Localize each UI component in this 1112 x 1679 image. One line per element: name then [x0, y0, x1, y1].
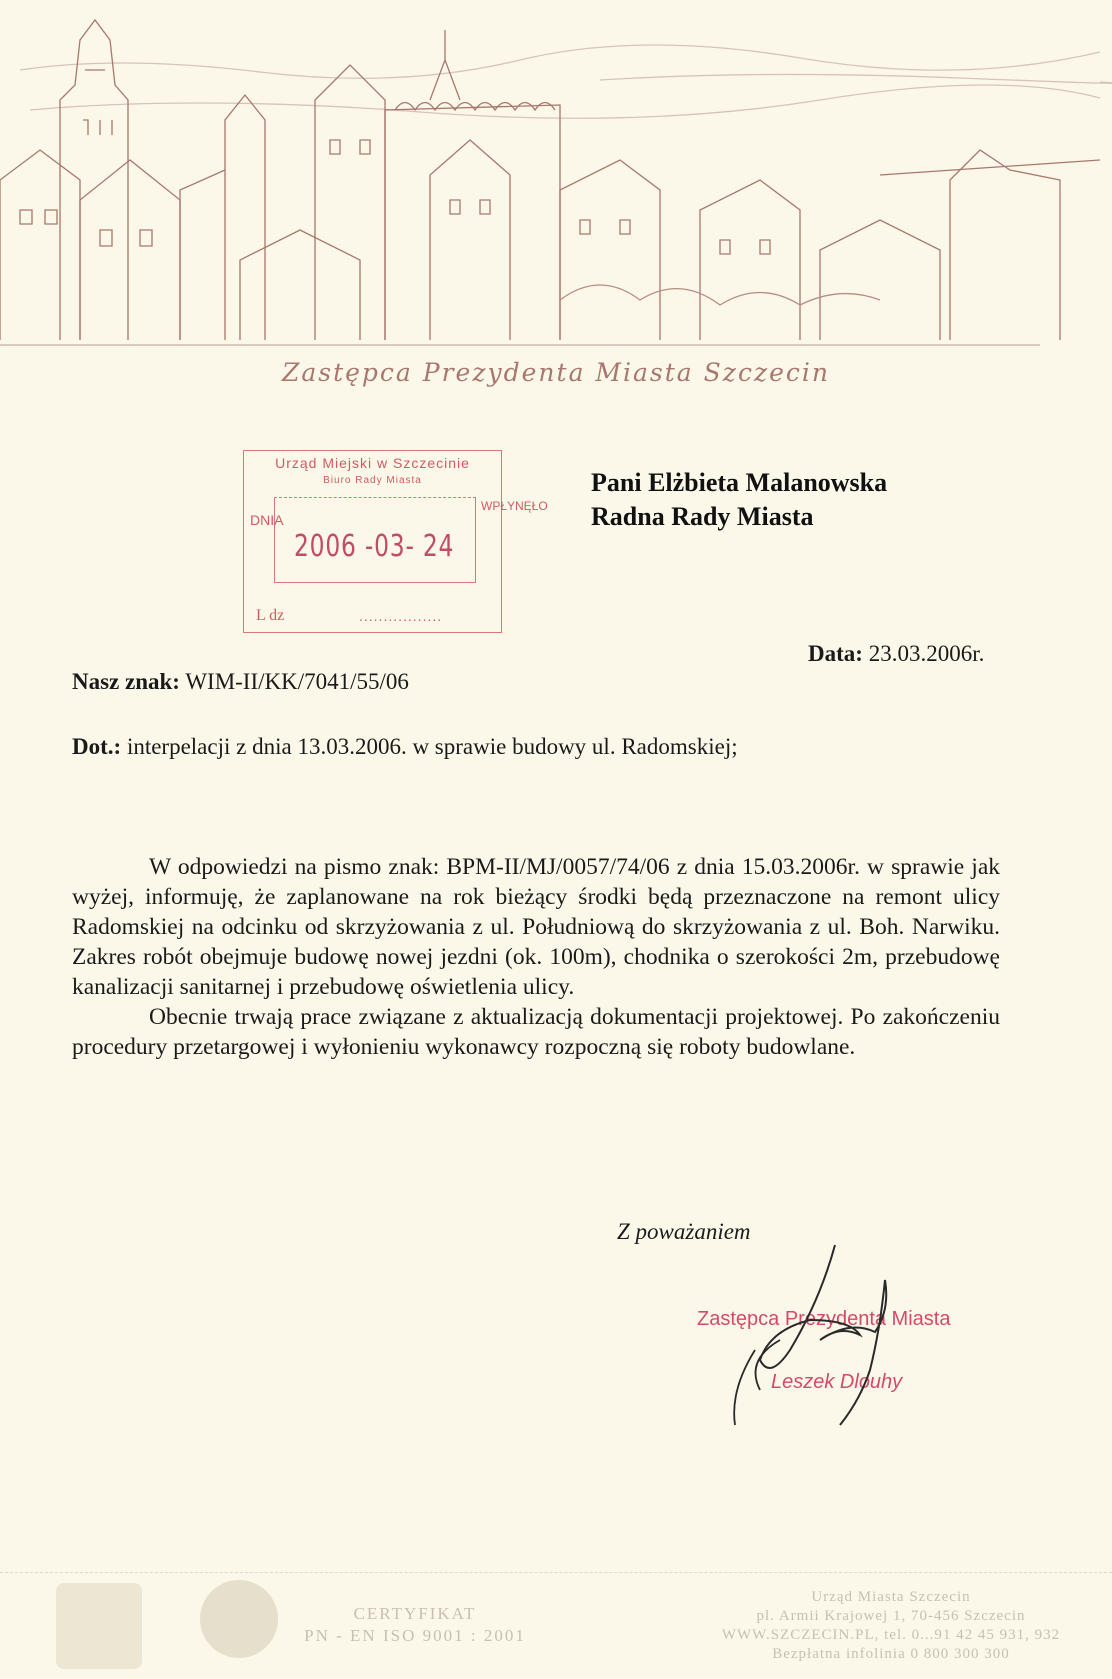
- address-line: pl. Armii Krajowej 1, 70-456 Szczecin: [756, 1608, 1026, 1624]
- address-line: Bezpłatna infolinia 0 800 300 300: [772, 1646, 1010, 1662]
- recipient-role: Radna Rady Miasta: [591, 502, 814, 531]
- stamp-subtitle: Biuro Rady Miasta: [323, 475, 422, 486]
- footer-divider: [0, 1572, 1112, 1573]
- stamp-date: 2006 -03- 24: [294, 529, 455, 564]
- ref-value: WIM-II/KK/7041/55/06: [185, 669, 409, 694]
- subject-label: Dot.:: [72, 734, 122, 759]
- stamp-ldz-label: L dz: [256, 607, 285, 624]
- recipient-name: Pani Elżbieta Malanowska: [591, 468, 888, 497]
- cert-title: CERTYFIKAT: [353, 1604, 477, 1623]
- reference-number: [72, 669, 409, 695]
- date-value: 23.03.2006r.: [868, 641, 985, 666]
- letter-date: [808, 641, 984, 667]
- cert-norm: PN - EN ISO 9001 : 2001: [304, 1626, 526, 1645]
- stamp-left-label: DNIA: [250, 512, 284, 528]
- stamp-right-label: WPŁYNĘŁO: [481, 499, 548, 513]
- office-address: [716, 1588, 1066, 1664]
- address-line: Urząd Miasta Szczecin: [811, 1589, 971, 1605]
- body-paragraph-1: W odpowiedzi na pismo znak: BPM-II/MJ/0057/74/06 z dnia 15.03.2006r. w sprawie jak wyżej, informuję, że zaplanowane na rok bieżący środki będą przeznaczone na remont ulicy Radomskiej na odcinku od skrzyżowania z ul. Południową do skrzyżowania z ul. Boh. Narwiku. Zakres robót obejmuje budowę nowej jezdni (ok. 100m), chodnika o szerokości 2m, przebudowę kanalizacji sanitarnej i przebudowę oświetlenia ulicy.: [72, 854, 1000, 1000]
- registration-stamp: [243, 450, 548, 633]
- recipient-block: [591, 466, 887, 534]
- stamp-ldz-dots: .................: [359, 608, 443, 624]
- office-title: Zastępca Prezydenta Miasta Szczecin: [281, 358, 831, 387]
- subject-value: interpelacji z dnia 13.03.2006. w sprawie budowy ul. Radomskiej;: [126, 734, 738, 759]
- letter-body: [72, 852, 1000, 1062]
- date-label: Data:: [808, 641, 863, 666]
- body-paragraph-2: Obecnie trwają prace związane z aktualizacją dokumentacji projektowej. Po zakończeniu procedury przetargowej i wyłonieniu wykonawcy rozpoczną się roboty budowlane.: [72, 1004, 1000, 1060]
- subject-line: [72, 734, 738, 760]
- address-line: WWW.SZCZECIN.PL, tel. 0...91 42 45 931, 932: [721, 1627, 1061, 1643]
- certification-seal-logo: [200, 1580, 278, 1658]
- city-skyline-illustration: [0, 0, 1112, 355]
- emblem-logo: [56, 1583, 142, 1669]
- handwritten-signature: [700, 1240, 960, 1430]
- ref-label: Nasz znak:: [72, 669, 180, 694]
- certificate-info: [300, 1603, 530, 1647]
- closing-phrase: Z poważaniem: [617, 1219, 751, 1244]
- signature-stamp-role: Zastępca Prezydenta Miasta: [697, 1308, 951, 1330]
- signature-stamp-name: Leszek Dlouhy: [771, 1371, 903, 1393]
- stamp-title: Urząd Miejski w Szczecinie: [275, 455, 470, 471]
